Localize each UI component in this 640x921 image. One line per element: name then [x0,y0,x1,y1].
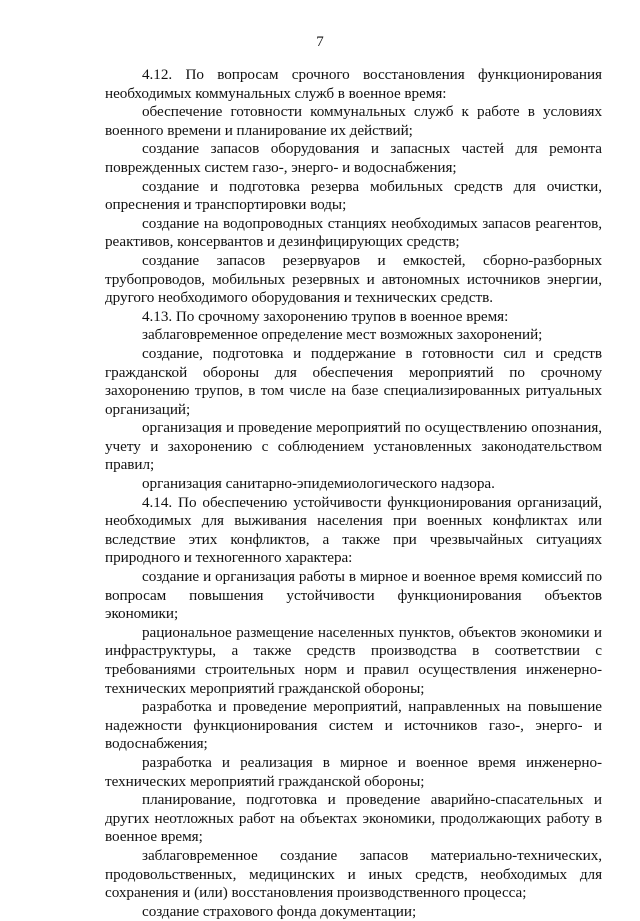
list-item: создание и подготовка резерва мобильных средств для очистки, опреснения и транспортировки воды; [105,177,602,214]
list-item: создание запасов резервуаров и емкостей, сборно-разборных трубопроводов, мобильных резервных и автономных источников энергии, другого необходимого оборудования и технических средств. [105,251,602,307]
list-item: создание, подготовка и поддержание в готовности сил и средств гражданской обороны для обеспечения мероприятий по срочному захоронению трупов, в том числе на базе специализированных ритуальных организаций; [105,344,602,418]
list-item: обеспечение готовности коммунальных служб к работе в условиях военного времени и планирование их действий; [105,103,602,139]
section-heading-4-12: 4.12. По вопросам срочного восстановления функционирования необходимых коммунальных служб в военное время: [105,66,602,102]
list-item: организация и проведение мероприятий по осуществлению опознания, учету и захоронению с соблюдением установленных законодательством правил; [105,419,602,474]
document-body [105,66,602,921]
list-item: заблаговременное создание запасов материально-технических, продовольственных, медицинских и иных средств, необходимых для сохранения и (или) восстановления производственного процесса; [105,846,602,902]
list-item: организация санитарно-эпидемиологического надзора. [142,475,495,493]
list-item: рациональное размещение населенных пунктов, объектов экономики и инфраструктуры, а также средств производства в соответствии с требованиями строительных норм и правил осуществления инженерно-технических мероприятий гражданской обороны; [105,623,602,697]
page-number: 7 [316,34,324,50]
section-heading-4-14: 4.14. По обеспечению устойчивости функционирования организаций, необходимых для выживания населения при военных конфликтах или вследствие этих конфликтов, а также при чрезвычайных ситуациях природного и техногенного характера: [105,493,602,567]
list-item: создание на водопроводных станциях необходимых запасов реагентов, реактивов, консервантов и дезинфицирующих средств; [105,214,602,251]
section-heading-4-13: 4.13. По срочному захоронению трупов в военное время: [142,307,509,325]
list-item: создание запасов оборудования и запасных частей для ремонта поврежденных систем газо-, энерго- и водоснабжения; [105,140,602,176]
list-item: разработка и проведение мероприятий, направленных на повышение надежности функционирования систем и источников газо-, энерго- и водоснабжения; [105,698,602,753]
list-item: заблаговременное определение мест возможных захоронений; [142,326,543,344]
list-item: планирование, подготовка и проведение аварийно-спасательных и других неотложных работ на объектах экономики, продолжающих работу в военное время; [105,791,602,846]
list-item: разработка и реализация в мирное и военное время инженерно-технических мероприятий гражданской обороны; [105,753,602,790]
list-item: создание и организация работы в мирное и военное время комиссий по вопросам повышения устойчивости функционирования объектов экономики; [105,568,602,623]
list-item: создание страхового фонда документации; [142,902,417,920]
